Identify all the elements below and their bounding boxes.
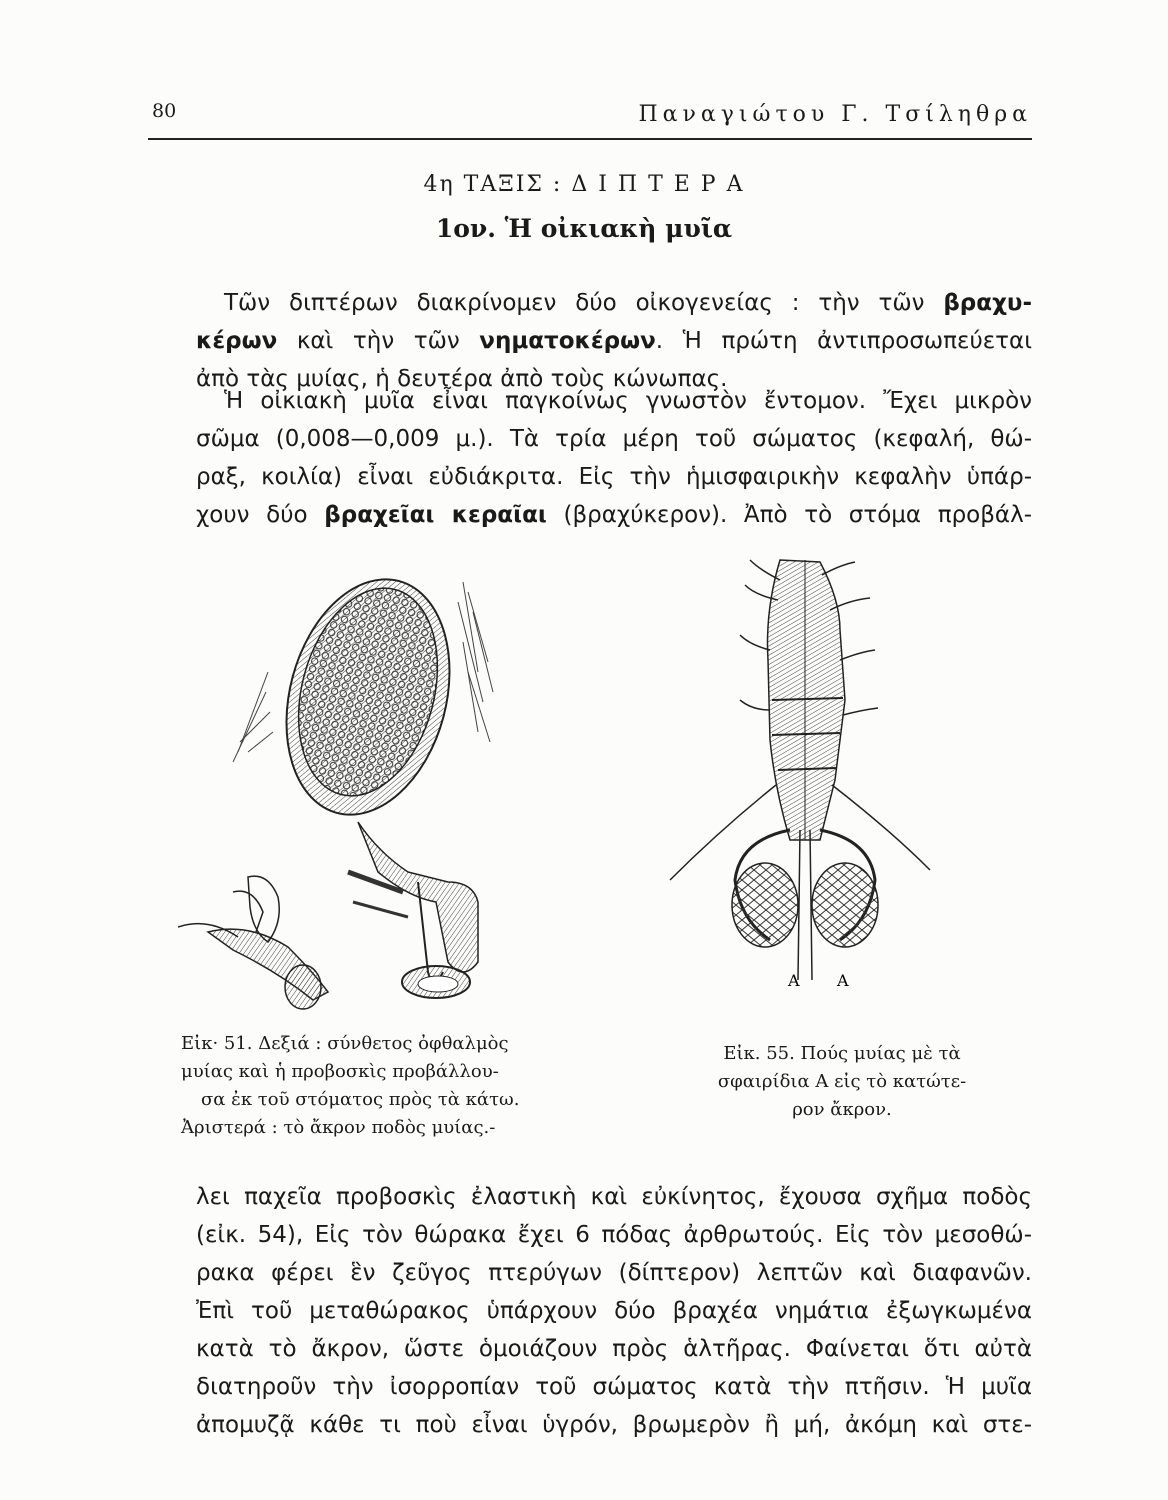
figure-55-caption — [672, 1040, 1012, 1124]
text-line: σῶμα (0,008—0,009 μ.). Τὰ τρία μέρη τοῦ σώματος (κεφαλή, θώ- — [196, 426, 1032, 452]
fly-foot-drawing — [640, 540, 940, 1010]
page-number: 80 — [152, 100, 177, 122]
proboscis — [358, 822, 478, 972]
text-line: ραξ, κοιλία) εἶναι εὐδιάκριτα. Εἰς τὴν ἡμισφαιρικὴν κεφαλὴν ὑπάρ- — [196, 464, 1032, 490]
fly-eye-drawing — [178, 552, 508, 1032]
paragraph-1 — [196, 284, 1032, 398]
label-a-left: Α — [788, 971, 800, 990]
bristles-right — [458, 582, 493, 742]
running-author: Παναγιώτου Γ. Τσίληθρα — [638, 102, 1032, 127]
text-line: λει παχεῖα προβοσκὶς ἐλαστικὴ καὶ εὐκίνητος, ἔχουσα σχῆμα ποδὸς — [196, 1184, 1032, 1210]
bristles-left — [233, 672, 273, 762]
caption-line: σα ἐκ τοῦ στόματος πρὸς τὰ κάτω. — [201, 1089, 520, 1110]
text-line: Ἡ οἰκιακὴ μυῖα εἶναι παγκοίνως γνωστὸν ἔντομον. Ἔχει μικρὸν — [224, 388, 1032, 414]
text-line: κατὰ τὸ ἄκρον, ὥστε ὁμοιάζουν πρὸς ἁλτῆρας. Φαίνεται ὅτι αὐτὰ — [196, 1336, 1032, 1362]
section-title: 1ον. Ἡ οἰκιακὴ μυῖα — [435, 214, 733, 243]
caption-line: Ἀριστερά : τὸ ἄκρον ποδὸς μυίας.- — [181, 1117, 496, 1138]
label-a-right: Α — [837, 971, 849, 990]
text-line: Ἐπὶ τοῦ μεταθώρακος ὑπάρχουν δύο βραχέα νημάτια ἐξωγκωμένα — [196, 1298, 1032, 1324]
text-line: Τῶν διπτέρων διακρίνομεν δύο οἰκογενείας : τὴν τῶν βραχυ- — [224, 290, 1032, 316]
caption-line: μυίας καὶ ἡ προβοσκὶς προβάλλου- — [181, 1061, 499, 1082]
figure-fly-eye-illustration — [178, 552, 508, 1032]
order-title: 4η ΤΑΞΙΣ : Δ Ι Π Τ Ε Ρ Α — [423, 172, 745, 197]
text-line: διατηροῦν τὴν ἰσορροπίαν τοῦ σώματος κατὰ τὴν πτῆσιν. Ἡ μυῖα — [196, 1374, 1032, 1400]
pulvillus-left — [732, 863, 798, 947]
text-line: ρακα φέρει ἓν ζεῦγος πτερύγων (δίπτερον) λεπτῶν καὶ διαφανῶν. — [196, 1260, 1032, 1286]
text-line: ἀπὸ τὰς μυίας, ἡ δευτέρα ἀπὸ τοὺς κώνωπας. — [196, 366, 728, 392]
text-line: κέρων καὶ τὴν τῶν νηματοκέρων. Ἡ πρώτη ἀντιπροσωπεύεται — [196, 328, 1032, 354]
caption-line: Εἰκ· 51. Δεξιά : σύνθετος ὀφθαλμὸς — [181, 1033, 509, 1054]
caption-line: Εἰκ. 55. Πούς μυίας μὲ τὰ — [723, 1043, 961, 1064]
running-header — [148, 98, 1032, 142]
caption-line: σφαιρίδια Α εἰς τὸ κατώτε- — [717, 1071, 967, 1092]
text-line: (εἰκ. 54), Εἰς τὸν θώρακα ἔχει 6 πόδας ἀρθρωτούς. Εἰς τὸν μεσοθώ- — [196, 1222, 1032, 1248]
text-line: χουν δύο βραχεῖαι κεραῖαι (βραχύκερον). Ἀπὸ τὸ στόμα προβάλ- — [196, 502, 1033, 528]
pulvillus-right — [812, 863, 878, 947]
text-line: ἀπομυζᾷ κάθε τι ποὺ εἶναι ὑγρόν, βρωμερὸν ἢ μή, ἀκόμη καὶ στε- — [196, 1412, 1032, 1438]
paragraph-2 — [196, 382, 1032, 534]
header-rule — [148, 138, 1032, 140]
caption-line: ρον ἄκρον. — [792, 1099, 892, 1120]
figure-fly-foot-illustration — [640, 540, 940, 1010]
paragraph-3 — [196, 1178, 1032, 1444]
figure-51-caption — [181, 1030, 581, 1142]
